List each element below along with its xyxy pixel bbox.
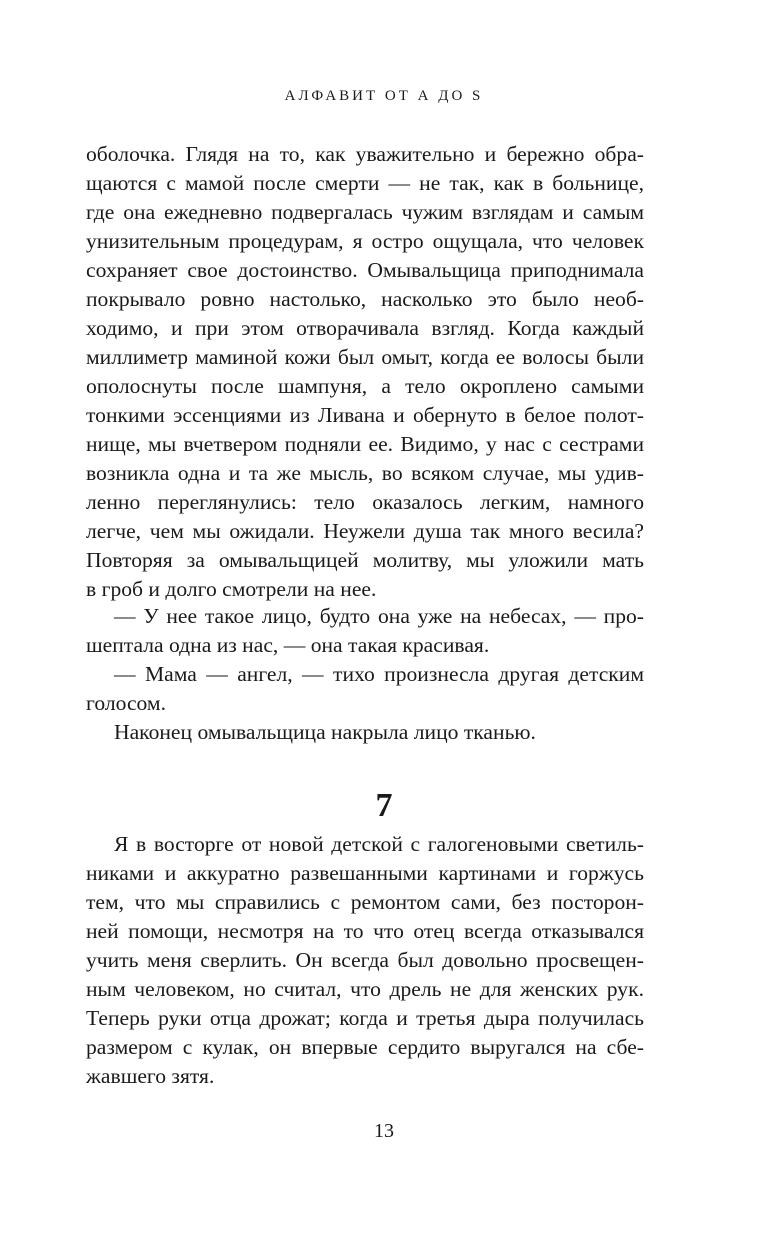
text-line: ополоснуты после шампуня, а тело окроплено самыми: [86, 374, 644, 398]
text-line: сохраняет свое достоинство. Омывальщица приподнимала: [86, 258, 644, 282]
text-line: — Мама — ангел, — тихо произнесла другая детским: [114, 662, 644, 686]
text-line: щаются с мамой после смерти — не так, как в больнице,: [86, 171, 644, 195]
text-line: размером с кулак, он впервые сердито выругался на сбе-: [86, 1035, 644, 1059]
text-line: миллиметр маминой кожи был омыт, когда ее волосы были: [86, 345, 644, 369]
text-line: Я в восторге от новой детской с галогеновыми светиль-: [114, 832, 644, 856]
text-line: возникла одна и та же мысль, во всяком случае, мы удив-: [86, 461, 644, 485]
text-line: ленно переглянулись: тело оказалось легким, намного: [86, 490, 644, 514]
text-line: тонкими эссенциями из Ливана и обернуто в белое полот-: [86, 403, 644, 427]
text-line: покрывало ровно настолько, насколько это было необ-: [86, 287, 644, 311]
dialog-paragraph-1: [86, 602, 644, 660]
text-line: Повторяя за омывальщицей молитву, мы уложили мать: [86, 548, 644, 572]
text-line: оболочка. Глядя на то, как уважительно и бережно обра-: [86, 142, 644, 166]
text-line: легче, чем мы ожидали. Неужели душа так много весила?: [86, 519, 644, 543]
text-line: унизительным процедурам, я остро ощущала, что человек: [86, 229, 644, 253]
text-line: — У нее такое лицо, будто она уже на небесах, — про-: [114, 604, 644, 628]
text-line: тем, что мы справились с ремонтом сами, без посторон-: [86, 890, 644, 914]
chapter-number: 7: [375, 787, 393, 824]
text-line: учить меня сверлить. Он всегда был довольно просвещен-: [86, 948, 644, 972]
text-line: где она ежедневно подвергалась чужим взглядам и самым: [86, 200, 644, 224]
text-line: ней помощи, несмотря на то что отец всегда отказывался: [86, 919, 644, 943]
text-line: нище, мы вчетвером подняли ее. Видимо, у нас с сестрами: [86, 432, 644, 456]
dialog-paragraph-2: [86, 660, 644, 718]
text-line: ходимо, и при этом отворачивала взгляд. Когда каждый: [86, 316, 644, 340]
text-line: шептала одна из нас, — она такая красивая.: [86, 633, 490, 657]
paragraph-2: [86, 830, 644, 1091]
text-line: в гроб и долго смотрели на нее.: [86, 577, 377, 601]
closing-paragraph: [86, 718, 644, 747]
text-line: никами и аккуратно развешанными картинами и горжусь: [86, 861, 644, 885]
text-line: голосом.: [86, 691, 166, 715]
paragraph-1: [86, 140, 644, 604]
text-line: жавшего зятя.: [86, 1064, 215, 1088]
text-line: ным человеком, но считал, что дрель не для женских рук.: [86, 977, 644, 1001]
text-line: Наконец омывальщица накрыла лицо тканью.: [114, 720, 536, 744]
text-line: Теперь руки отца дрожат; когда и третья дыра получилась: [86, 1006, 644, 1030]
running-head: АЛФАВИТ ОТ А ДО S: [284, 88, 484, 104]
page-number: 13: [374, 1120, 394, 1142]
